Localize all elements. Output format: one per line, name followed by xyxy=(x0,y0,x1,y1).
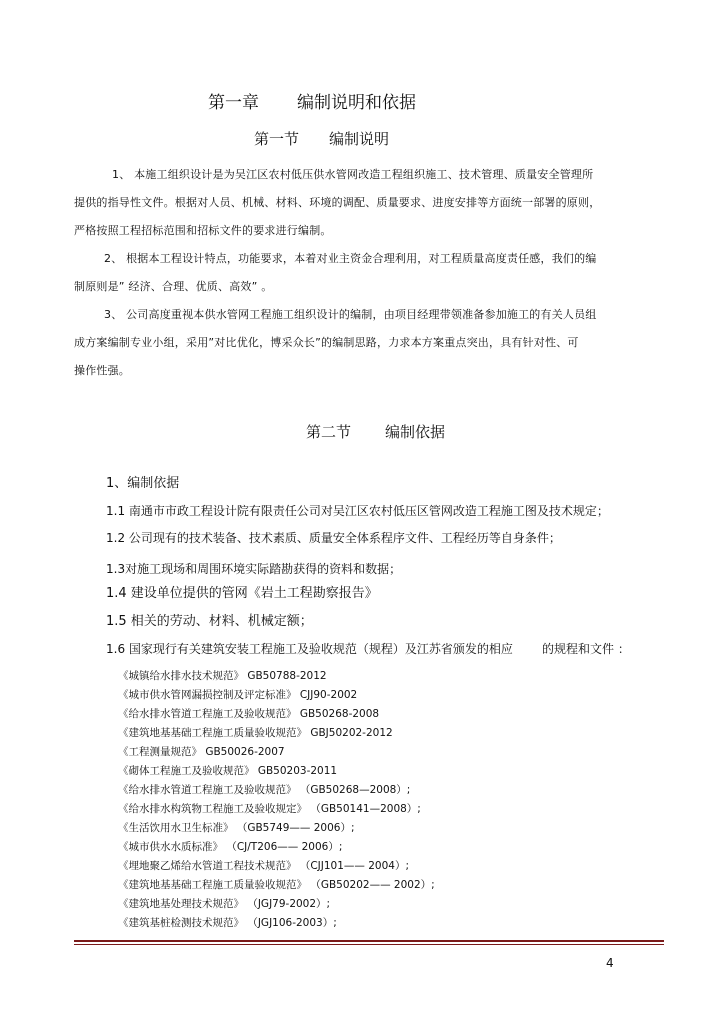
para3-line2: 成方案编制专业小组，采用”对比优化，博采众长”的编制思路，力求本方案重点突出，具有针对性、可 xyxy=(74,336,579,349)
ref-item: 《给水排水构筑物工程施工及验收规定》 （GB50141—2008）; xyxy=(118,803,421,815)
section1-number: 第一节 xyxy=(254,130,300,148)
para1-line3: 严格按照工程招标范围和招标文件的要求进行编制。 xyxy=(74,224,332,237)
ref-item: 《建筑基桩检测技术规范》 （JGJ106-2003）; xyxy=(118,917,337,929)
basis-item-1-3: 1.3对施工现场和周围环境实际踏勘获得的资料和数据； xyxy=(106,562,402,576)
section1-heading xyxy=(254,128,389,149)
footer-rule-thin xyxy=(74,944,664,945)
section2-heading xyxy=(306,421,445,442)
para3-line1: 3、 公司高度重视本供水管网工程施工组织设计的编制，由项目经理带领准备参加施工的有关人员组 xyxy=(104,308,597,321)
basis-item-1-6: 1.6 国家现行有关建筑安装工程施工及验收规范（规程）及江苏省颁发的相应 xyxy=(106,642,513,656)
ref-item: 《建筑地基处理技术规范》 （JGJ79-2002）; xyxy=(118,898,331,910)
chapter-number: 第一章 xyxy=(208,93,259,113)
ref-item: 《生活饮用水卫生标准》 （GB5749—— 2006）; xyxy=(118,822,355,834)
footer-rule xyxy=(74,940,664,942)
para2-line1: 2、 根据本工程设计特点，功能要求，本着对业主资金合理利用，对工程质量高度责任感，我们的编 xyxy=(104,252,597,265)
ref-item: 《城市供水管网漏损控制及评定标准》 CJJ90-2002 xyxy=(118,689,358,701)
ref-item: 《工程测量规范》 GB50026-2007 xyxy=(118,746,285,758)
basis-item-1-4: 1.4 建设单位提供的管网《岩土工程勘察报告》 xyxy=(106,586,378,601)
ref-item: 《建筑地基基础工程施工质量验收规范》 （GB50202—— 2002）; xyxy=(118,879,435,891)
ref-item: 《城镇给水排水技术规范》 GB50788-2012 xyxy=(118,670,327,682)
chapter-title: 编制说明和依据 xyxy=(297,93,416,113)
para1-line2: 提供的指导性文件。根据对人员、机械、材料、环境的调配、质量要求、进度安排等方面统一部署的原则， xyxy=(74,196,601,209)
basis-item-1-2: 1.2 公司现有的技术装备、技术素质、质量安全体系程序文件、工程经历等自身条件； xyxy=(106,531,561,545)
ref-item: 《砌体工程施工及验收规范》 GB50203-2011 xyxy=(118,765,338,777)
section1-title: 编制说明 xyxy=(329,130,390,148)
basis-item-1-6-tail: 的规程和文件 ： xyxy=(542,642,630,656)
para2-line2: 制原则是” 经济、合理、优质、高效” 。 xyxy=(74,280,273,293)
page-number: 4 xyxy=(606,956,614,970)
section2-number: 第二节 xyxy=(306,423,352,441)
chapter-heading xyxy=(208,88,416,113)
ref-item: 《城市供水水质标准》 （CJ/T206—— 2006）; xyxy=(118,841,343,853)
para1-line1: 1、 本施工组织设计是为吴江区农村低压供水管网改造工程组织施工、技术管理、质量安全管理所 xyxy=(112,168,594,181)
para3-line3: 操作性强。 xyxy=(74,364,130,377)
ref-item: 《埋地聚乙烯给水管道工程技术规范》 （CJJ101—— 2004）; xyxy=(118,860,409,872)
basis-item-1-1: 1.1 南通市市政工程设计院有限责任公司对吴江区农村低压区管网改造工程施工图及技术规定； xyxy=(106,504,609,518)
ref-item: 《给水排水管道工程施工及验收规范》 GB50268-2008 xyxy=(118,708,380,720)
basis-heading: 1、编制依据 xyxy=(106,476,180,491)
section2-title: 编制依据 xyxy=(385,423,446,441)
ref-item: 《建筑地基基础工程施工质量验收规范》 GBJ50202-2012 xyxy=(118,727,393,739)
basis-item-1-5: 1.5 相关的劳动、材料、机械定额； xyxy=(106,614,313,629)
ref-item: 《给水排水管道工程施工及验收规范》 （GB50268—2008）; xyxy=(118,784,411,796)
